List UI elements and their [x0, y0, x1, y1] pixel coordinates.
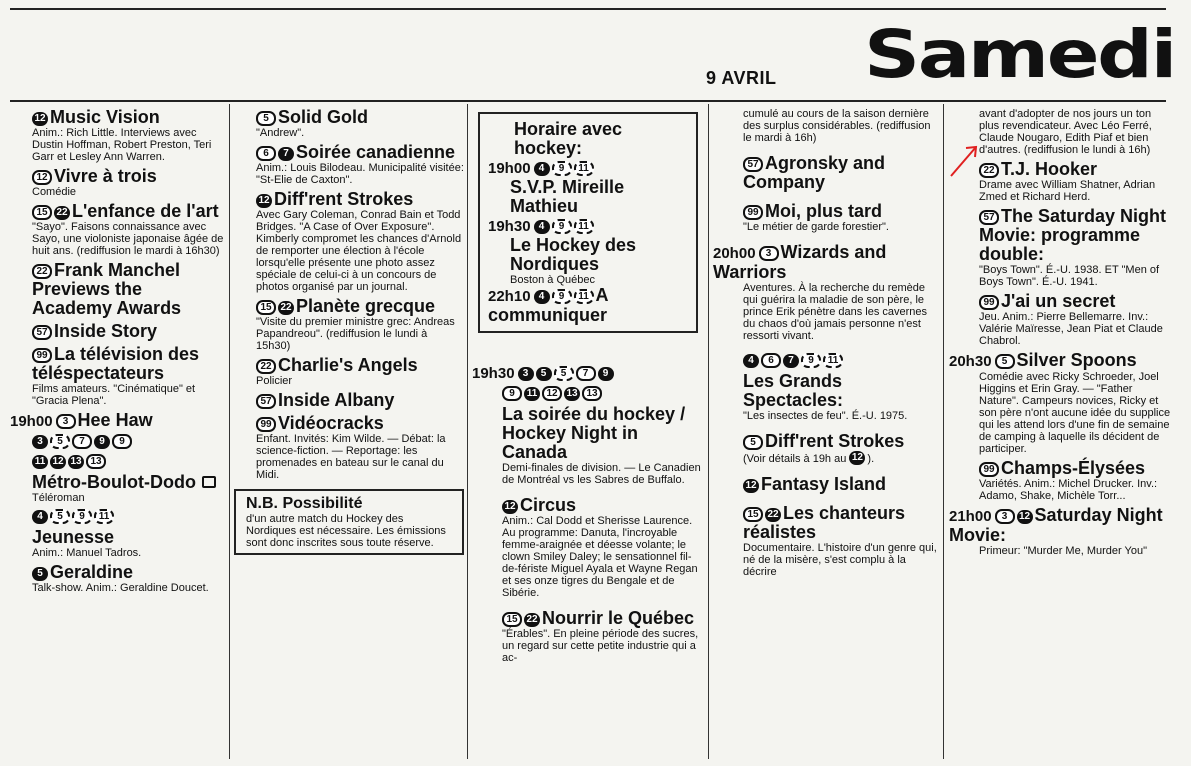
program-title: Nourrir le Québec	[542, 608, 695, 628]
column-divider	[943, 104, 944, 759]
listing-soiree-hockey	[472, 363, 704, 486]
channel-badge: 15	[32, 205, 52, 220]
listing-vivre-a-trois	[10, 167, 224, 198]
time-slot: 19h00	[10, 413, 53, 430]
listing-television-telespectateurs	[10, 345, 224, 407]
notice-text: d'un autre match du Hockey des Nordiques est nécessaire. Les émissions sont donc inscrites sous toute réserve.	[246, 513, 446, 549]
program-title: Les Grands Spectacles:	[743, 371, 844, 410]
channel-badge: 11	[94, 509, 114, 524]
program-title: Inside Story	[54, 321, 158, 341]
top-rule	[10, 8, 1166, 10]
program-description: Policier	[256, 375, 293, 387]
channel-badge: 3	[995, 509, 1015, 524]
program-title: Hee Haw	[77, 410, 153, 430]
channel-badge: 13	[68, 455, 84, 469]
channel-badge: 7	[278, 147, 294, 161]
listing-moi-plus-tard	[713, 202, 939, 233]
channel-badge: 15	[743, 507, 763, 522]
channel-badge: 11	[574, 161, 594, 176]
channel-badge: 12	[542, 386, 562, 401]
channel-badge: 9	[552, 219, 572, 234]
program-title: Fantasy Island	[761, 474, 887, 494]
program-title: Diff'rent Strokes	[765, 431, 905, 451]
channel-badge: 22	[32, 264, 52, 279]
listing-champs-elysees	[949, 459, 1171, 502]
channel-badge: 57	[256, 394, 276, 409]
channel-badge: 12	[1017, 510, 1033, 524]
time-slot: 20h00	[713, 245, 756, 262]
channel-badge: 57	[32, 325, 52, 340]
program-description: "Boys Town". É.-U. 1938. ET "Men of Boys Town". É.-U. 1941.	[979, 264, 1160, 288]
program-description: Téléroman	[32, 492, 85, 504]
program-description: "Visite du premier ministre grec: Andreas Papandreou". (rediffusion le lundi à 15h30)	[256, 316, 455, 352]
schedule-entry	[488, 286, 688, 325]
column-1	[10, 104, 224, 764]
channel-badge: 4	[534, 290, 550, 304]
program-description: avant d'adopter de nos jours un ton plus revendicateur. Avec Léo Ferré, Claude Nougaro, Edith Piaf et bien d'autres. (rediffusion le lundi à 16h)	[979, 108, 1152, 156]
channel-badge: 99	[979, 295, 999, 310]
listing-enfance-art	[10, 202, 224, 257]
channel-badge: 7	[72, 434, 92, 449]
program-description: "Andrew".	[256, 127, 305, 139]
program-title: J'ai un secret	[1001, 291, 1116, 311]
channel-badge: 7	[576, 366, 596, 381]
channel-badge: 99	[979, 462, 999, 477]
listing-fantasy-island	[713, 475, 939, 494]
listing-geraldine	[10, 563, 224, 594]
program-title: La soirée du hockey / Hockey Night in Canada	[502, 404, 686, 462]
listing-agronsky	[713, 154, 939, 192]
channel-badge: 11	[823, 353, 843, 368]
listing-videocracks	[234, 414, 464, 481]
channel-badge: 11	[32, 455, 48, 469]
channel-badge: 11	[524, 387, 540, 401]
channel-badge: 3	[759, 246, 779, 261]
channel-badge: 5	[995, 354, 1015, 369]
listing-inside-story	[10, 322, 224, 341]
channel-badge: 15	[502, 612, 522, 627]
program-title: Saturday Night Movie:	[949, 505, 1163, 545]
channel-badge: 22	[54, 206, 70, 220]
listing-hee-haw	[10, 411, 224, 504]
program-title: Charlie's Angels	[278, 355, 418, 375]
channel-badge: 13	[582, 386, 602, 401]
channel-badge: 9	[598, 367, 614, 381]
listing-music-vision	[10, 108, 224, 163]
box-title: Horaire avec hockey:	[514, 119, 623, 158]
program-description: Avec Gary Coleman, Conrad Bain et Todd Bridges. "A Case of Over Exposure". Kimberly compromet les chances d'Arnold de remporter une élection à l'école lorsqu'elle présente une photo assez spéciale de celui-ci à un concours de photos organisé par un journal.	[256, 209, 462, 293]
column-divider	[229, 104, 230, 759]
program-title: Solid Gold	[278, 107, 368, 127]
program-description: Drame avec William Shatner, Adrian Zmed et Richard Herd.	[979, 179, 1156, 203]
channel-badge: 4	[743, 354, 759, 368]
program-title: Champs-Élysées	[1001, 458, 1146, 478]
channel-badge: 12	[256, 194, 272, 208]
program-description: Comédie	[32, 186, 77, 198]
program-description: "Le métier de garde forestier".	[743, 221, 889, 233]
channel-badge: 22	[278, 301, 294, 315]
header-rule	[10, 100, 1166, 102]
channel-badge: 9	[72, 509, 92, 524]
program-title: Soirée canadienne	[296, 142, 456, 162]
program-title: Geraldine	[50, 562, 134, 582]
channel-badge: 13	[86, 454, 106, 469]
program-description: Demi-finales de division. — Le Canadien de Montréal vs les Sabres de Buffalo.	[502, 462, 701, 486]
channel-badge: 99	[743, 205, 763, 220]
program-title: Métro-Boulot-Dodo	[32, 472, 196, 492]
listing-saturday-night-movie	[949, 506, 1171, 557]
channel-badge: 5	[50, 434, 70, 449]
listing-soiree-canadienne	[234, 143, 464, 186]
program-description: "Les insectes de feu". É.-U. 1975.	[743, 410, 908, 422]
time-slot: 21h00	[949, 508, 992, 525]
notice-title: N.B. Possibilité	[246, 495, 363, 512]
channel-badge: 5	[554, 366, 574, 381]
listing-nourrir-quebec	[472, 609, 704, 664]
channel-badge: 15	[256, 300, 276, 315]
schedule-entry	[488, 216, 688, 286]
channel-badge: 22	[524, 613, 540, 627]
channel-badge: 3	[518, 367, 534, 381]
program-title: Diff'rent Strokes	[274, 189, 414, 209]
listing-silver-spoons	[949, 351, 1171, 455]
channel-badge: 99	[32, 348, 52, 363]
channel-badge: 4	[32, 510, 48, 524]
channel-badge: 3	[56, 414, 76, 429]
program-description: Anim.: Cal Dodd et Sherisse Laurence. Au programme: Danuta, l'incroyable femme-araignée et déesse volante; le clown Smiley Daley; le sensationnel fil-de-fériste Miguel Ayala et Wayne Regan et ses onze tigres du Bengale et de Sibérie.	[502, 515, 698, 599]
channel-badge: 9	[801, 353, 821, 368]
column-5	[949, 104, 1171, 764]
channel-badge: 99	[256, 417, 276, 432]
channel-row	[32, 453, 224, 471]
channel-badge: 57	[743, 157, 763, 172]
program-title: Frank Manchel Previews the Academy Awards	[32, 260, 182, 318]
listing-diffrent-strokes-2	[713, 432, 939, 465]
tv-icon	[202, 476, 216, 488]
listing-charlies-angels	[234, 356, 464, 387]
program-title: Vivre à trois	[54, 166, 157, 186]
program-description: "Érables". En pleine période des sucres, un regard sur cette petite industrie qui a ac-	[502, 628, 699, 664]
channel-badge: 7	[783, 354, 799, 368]
channel-badge: 12	[502, 500, 518, 514]
program-title: T.J. Hooker	[1001, 159, 1098, 179]
channel-badge: 22	[256, 359, 276, 374]
channel-badge: 11	[574, 289, 594, 304]
program-description: Aventures. À la recherche du remède qui guérira la maladie de son père, le prince Erik pénètre dans les cavernes du chaos d'où jamais personne n'est ressorti vivant.	[743, 282, 928, 342]
program-title: Jeunesse	[32, 527, 115, 547]
time-slot: 20h30	[949, 353, 992, 370]
program-title: S.V.P. Mireille Mathieu	[510, 177, 625, 216]
schedule-entry	[488, 158, 688, 216]
program-description: Boston à Québec	[510, 274, 596, 286]
program-description: Anim.: Rich Little. Interviews avec Dustin Hoffman, Robert Preston, Teri Garr et Lesley Ann Warren.	[32, 127, 212, 163]
listing-saturday-night-movie-double	[949, 207, 1171, 288]
channel-badge: 5	[256, 111, 276, 126]
listing-diffrent-strokes	[234, 190, 464, 293]
channel-badge: 12	[849, 451, 865, 465]
listing-jeunesse	[10, 508, 224, 559]
channel-badge: 9	[502, 386, 522, 401]
program-title: L'enfance de l'art	[72, 201, 219, 221]
program-title: Vidéocracks	[278, 413, 384, 433]
program-title: A communiquer	[488, 285, 608, 325]
red-arrow-annotation	[948, 143, 980, 179]
listing-chanteurs-realistes	[713, 504, 939, 578]
channel-badge: 12	[32, 170, 52, 185]
listing-frank-manchel	[10, 261, 224, 318]
time-slot: 22h10	[488, 288, 531, 305]
channel-badge: 3	[32, 435, 48, 449]
channel-badge: 9	[552, 289, 572, 304]
program-title: Le Hockey des Nordiques	[510, 235, 637, 274]
program-description: Talk-show. Anim.: Geraldine Doucet.	[32, 582, 209, 594]
program-title: Agronsky and Company	[743, 153, 886, 192]
channel-badge: 12	[743, 479, 759, 493]
channel-badge: 57	[979, 210, 999, 225]
date-label: 9 AVRIL	[706, 68, 777, 88]
channel-badge: 9	[112, 434, 132, 449]
column-divider	[708, 104, 709, 759]
channel-badge: 22	[979, 163, 999, 178]
channel-badge: 5	[32, 567, 48, 581]
channel-badge: 4	[534, 162, 550, 176]
time-slot: 19h00	[488, 160, 531, 177]
channel-badge: 9	[94, 435, 110, 449]
channel-badge: 13	[564, 387, 580, 401]
program-title: Les chanteurs réalistes	[743, 503, 906, 542]
channel-badge: 4	[534, 220, 550, 234]
program-title: Moi, plus tard	[765, 201, 882, 221]
listing-jai-un-secret	[949, 292, 1171, 347]
time-slot: 19h30	[488, 218, 531, 235]
program-title: Planète grecque	[296, 296, 436, 316]
hockey-schedule-box	[478, 112, 698, 333]
channel-badge: 6	[761, 353, 781, 368]
program-description: "Sayo". Faisons connaissance avec Sayo, une violoniste japonaise âgée de huit ans. (rediffusion le mardi à 16h30)	[32, 221, 224, 257]
day-title: Samedi	[864, 16, 1175, 93]
channel-badge: 5	[743, 435, 763, 450]
channel-badge: 12	[32, 112, 48, 126]
channel-badge: 6	[256, 146, 276, 161]
program-description: Variétés. Anim.: Michel Drucker. Inv.: Adamo, Shake, Michèle Torr...	[979, 478, 1158, 502]
channel-badge: 5	[50, 509, 70, 524]
program-description: Primeur: "Murder Me, Murder You"	[979, 545, 1147, 557]
listing-continued	[949, 108, 1171, 156]
listing-circus	[472, 496, 704, 599]
program-title: Inside Albany	[278, 390, 395, 410]
column-divider	[467, 104, 468, 759]
column-4	[713, 104, 939, 764]
listing-wizards-warriors	[713, 243, 939, 342]
column-2	[234, 104, 464, 764]
channel-badge: 22	[765, 508, 781, 522]
program-description: (Voir détails à 19h au	[743, 453, 847, 465]
program-title: La télévision des téléspectateurs	[32, 344, 200, 383]
program-title: Music Vision	[50, 107, 160, 127]
program-description: Comédie avec Ricky Schroeder, Joel Higgins et Erin Gray. — "Father Nature". Campeurs novices, Ricky et son père n'ont aucune idée du supplice qui les attend lors d'une fin de semaine de camping à laquelle ils décident de participer.	[979, 371, 1171, 455]
program-description: Documentaire. L'histoire d'un genre qui, né de la misère, s'est complu à la décrire	[743, 542, 937, 578]
program-description: Films amateurs. "Cinématique" et "Gracia Plena".	[32, 383, 196, 407]
channel-badge: 12	[50, 455, 66, 469]
notice-box	[234, 489, 464, 555]
program-title: The Saturday Night Movie: programme double:	[979, 206, 1167, 264]
channel-badge: 5	[536, 367, 552, 381]
program-description: Anim.: Manuel Tadros.	[32, 547, 142, 559]
program-description: Anim.: Louis Bilodeau. Municipalité visitée: "St-Elie de Caxton".	[256, 162, 464, 186]
program-title: Circus	[520, 495, 577, 515]
program-description: Enfant. Invités: Kim Wilde. — Débat: la science-fiction. — Reportage: les promenades en bateau sur le canal du Midi.	[256, 433, 446, 481]
listing-inside-albany	[234, 391, 464, 410]
listing-solid-gold	[234, 108, 464, 139]
program-description: cumulé au cours de la saison dernière des surplus considérables. (rediffusion le mardi à 16h)	[743, 108, 931, 144]
time-slot: 19h30	[472, 365, 515, 382]
channel-row	[32, 433, 224, 451]
channel-badge: 11	[574, 219, 594, 234]
channel-badge: 9	[552, 161, 572, 176]
listing-grands-spectacles	[713, 352, 939, 422]
listing-continued	[713, 108, 939, 144]
program-title: Wizards and Warriors	[713, 242, 887, 282]
listing-planete-grecque	[234, 297, 464, 352]
listing-tj-hooker	[949, 160, 1171, 203]
program-description: Jeu. Anim.: Pierre Bellemarre. Inv.: Valérie Maïresse, Jean Piat et Claude Chabrol.	[979, 311, 1163, 347]
program-description-end: ).	[867, 453, 875, 465]
column-3	[472, 104, 704, 764]
program-title: Silver Spoons	[1016, 350, 1137, 370]
